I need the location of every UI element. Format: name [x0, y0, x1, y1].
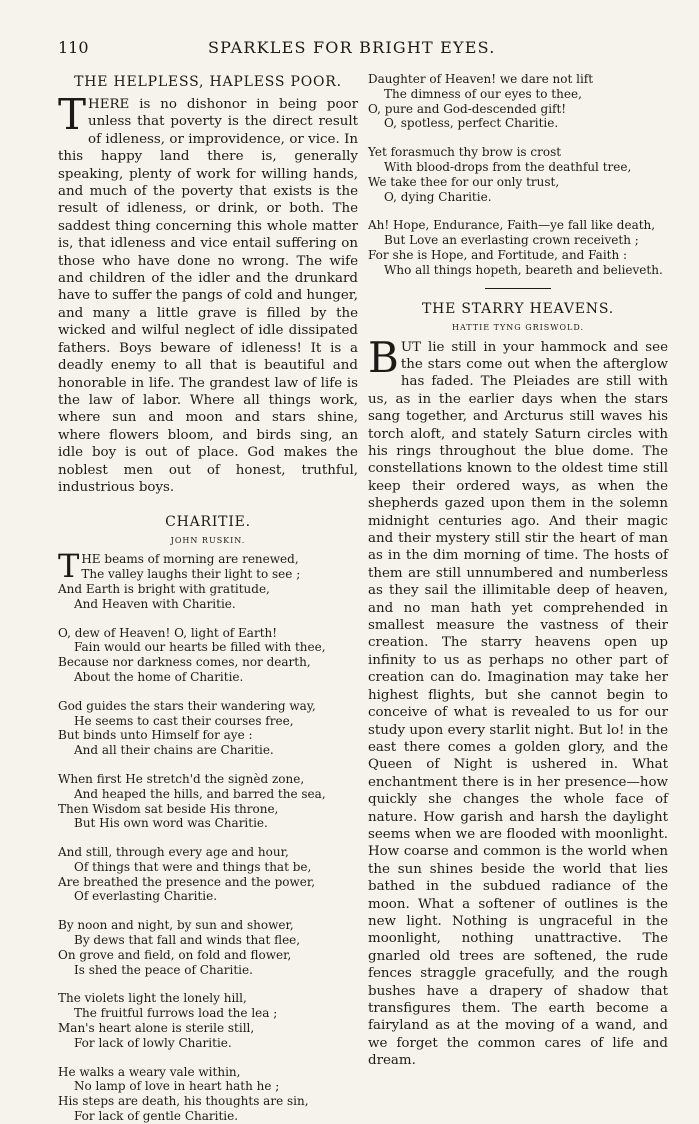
poem-stanza	[368, 218, 668, 277]
poem-line	[368, 145, 668, 160]
poem-line-text: By noon and night, by sun and shower,	[58, 918, 294, 933]
poem-line	[58, 699, 358, 714]
poem-line	[58, 582, 358, 597]
poem-stanzas-right	[368, 72, 668, 278]
poem-line	[58, 670, 358, 685]
poem-line-text: And heaped the hills, and barred the sea,	[74, 786, 326, 801]
poem-charitie	[58, 512, 358, 1124]
poem-stanza	[58, 626, 358, 685]
poem-line	[58, 1079, 358, 1094]
poem-line	[58, 875, 358, 890]
article-title: THE STARRY HEAVENS.	[422, 300, 614, 317]
poem-stanza	[58, 699, 358, 758]
poem-line	[368, 175, 668, 190]
poem-line	[58, 1021, 358, 1036]
poem-line	[368, 102, 668, 117]
poem-line-text: He walks a weary vale within,	[58, 1064, 241, 1079]
poem-line	[368, 116, 668, 131]
poem-line-text: No lamp of love in heart hath he ;	[74, 1079, 280, 1094]
poem-line-text: The fruitful furrows load the lea ;	[74, 1006, 278, 1021]
poem-line	[58, 640, 358, 655]
poem-title: CHARITIE.	[165, 514, 251, 531]
poem-line-text: He seems to cast their courses free,	[74, 713, 294, 728]
article-starry-heavens	[368, 299, 668, 1070]
drop-cap: B	[368, 332, 399, 382]
poem-stanza	[368, 72, 668, 131]
drop-cap: T	[58, 547, 80, 586]
poem-line-text: O, spotless, perfect Charitie.	[384, 116, 559, 131]
poem-line-text: We take thee for our only trust,	[368, 174, 560, 189]
poem-line	[368, 87, 668, 102]
poem-line-text: But His own word was Charitie.	[74, 816, 268, 831]
poem-line	[368, 218, 668, 233]
poem-line-text: By dews that fall and winds that flee,	[74, 933, 301, 948]
poem-line	[58, 860, 358, 875]
poem-stanza	[58, 1065, 358, 1124]
poem-line	[58, 597, 358, 612]
poem-line	[368, 190, 668, 205]
poem-line-text: When first He stretch'd the signèd zone,	[58, 771, 305, 786]
section-divider	[485, 288, 551, 289]
poem-line-text: About the home of Charitie.	[74, 669, 244, 684]
article-text: UT lie still in your hammock and see the stars come out when the afterglow has faded. The Pleiades are still with us, as in the earlier days when the stars sang together, and Arcturus still waves his torch aloft, and stately Saturn circles with his rings throughout the blue dome. The constellations known to the oldest time still keep their ordered ways, as when the shepherds gazed upon them in the solemn midnight centuries ago. And their magic and their mystery still stir the heart of man as in the dim morning of time. The hosts of them are still unnumbered and numberless as they sail the illimitable deep of heaven, and no man hath yet comprehended in smallest measure the vastness of their creation. The starry heavens open up infinity to us as perhaps no other part of creation can do. Imagination may take her highest flights, but she cannot begin to conceive of what is revealed to us for our study upon every starlit night. But lo! in the east there comes a golden glory, and the Queen of Night is ushered in. What enchantment there is in her presence—how quickly she changes the whole face of nature. How garish and harsh the daylight seems when we are flooded with moonlight. How coarse and common is the world when the sun shines beside the world that lies bathed in the subdued radiance of the moon. What a softener of outlines is the new light. Nothing is ungraceful in the moonlight, nothing unattractive. The gnarled old trees are softened, the rude fences straggle gracefully, and the rough bushes have a drapery of shadow that transfigures them. The earth become a fairyland as at the moving of a wand, and we forget the common cares of life and dream.	[368, 339, 668, 1069]
poem-line-text: And Earth is bright with gratitude,	[58, 581, 270, 596]
poem-line	[58, 772, 358, 787]
poem-line-text: But binds unto Himself for aye :	[58, 728, 253, 743]
poem-line-text: Yet forasmuch thy brow is crost	[368, 145, 562, 160]
right-column	[368, 72, 668, 1070]
left-column	[58, 72, 358, 1124]
poem-line	[58, 1036, 358, 1051]
poem-line-text: For she is Hope, and Fortitude, and Faith :	[368, 247, 628, 262]
poem-line-text: Man's heart alone is sterile still,	[58, 1021, 255, 1036]
poem-line-text: O, dying Charitie.	[384, 189, 492, 204]
poem-line-text: The violets light the lonely hill,	[58, 991, 247, 1006]
poem-line	[368, 248, 668, 263]
article-helpless-poor	[58, 72, 358, 496]
poem-line	[58, 728, 358, 743]
poem-line-text: Because nor darkness comes, nor dearth,	[58, 655, 311, 670]
poem-stanza	[58, 547, 358, 611]
poem-line	[58, 918, 358, 933]
article-body	[368, 332, 668, 1070]
poem-stanza	[368, 145, 668, 204]
poem-line-text: Then Wisdom sat beside His throne,	[58, 801, 279, 816]
poem-line-text: For lack of gentle Charitie.	[74, 1109, 239, 1124]
poem-stanza	[58, 991, 358, 1050]
article-text: HERE is no dishonor in being poor unless that poverty is the direct result of idleness, or improvidence, or vice. In this happy land there is, generally speaking, plenty of work for willing hands, and much of the poverty that exists is the result of idleness, or drink, or both. The saddest thing concerning this whole matter is, that idleness and vice entail suffering on those who have done no wrong. The wife and children of the idler and the drunkard have to suffer the pangs of cold and hunger, and many a little grave is filled by the wicked and wilful neglect of idle dissipated fathers. Boys beware of idleness! It is a deadly enemy to all that is beautiful and honorable in life. The grandest law of life is the law of labor. Where all things work, where sun and moon and stars shine, where flowers bloom, and birds sing, an idle boy is out of place. God makes the noblest men out of honest, truthful, industrious boys.	[58, 97, 358, 495]
poem-line	[58, 743, 358, 758]
poem-line-text: Who all things hopeth, beareth and believeth.	[384, 262, 663, 277]
poem-line	[58, 889, 358, 904]
poem-line-text: O, pure and God-descended gift!	[368, 101, 567, 116]
poem-line-text: And still, through every age and hour,	[58, 845, 289, 860]
poem-line	[58, 714, 358, 729]
page-number: 110	[58, 38, 89, 57]
poem-line	[58, 567, 358, 582]
running-title: SPARKLES FOR BRIGHT EYES.	[208, 38, 496, 57]
poem-line	[58, 655, 358, 670]
poem-line-text: But Love an everlasting crown receiveth ;	[384, 233, 639, 248]
poem-stanza	[58, 772, 358, 831]
poem-line	[58, 1006, 358, 1021]
poem-line-text: Ah! Hope, Endurance, Faith—ye fall like death,	[368, 218, 656, 233]
poem-line	[58, 963, 358, 978]
poem-line-text: God guides the stars their wandering way,	[58, 698, 316, 713]
poem-line	[58, 948, 358, 963]
poem-line	[368, 233, 668, 248]
poem-line	[58, 1109, 358, 1124]
poem-line-text: And all their chains are Charitie.	[74, 743, 274, 758]
drop-cap: T	[58, 90, 87, 139]
poem-line	[58, 802, 358, 817]
poem-line	[58, 991, 358, 1006]
poem-line	[58, 787, 358, 802]
poem-line-text: Is shed the peace of Charitie.	[74, 962, 253, 977]
poem-line-text: HE beams of morning are renewed,	[81, 552, 299, 567]
poem-line	[58, 816, 358, 831]
poem-line	[58, 1065, 358, 1080]
poem-line	[368, 263, 668, 278]
poem-line-text: Are breathed the presence and the power,	[58, 874, 316, 889]
poem-line-text: Of everlasting Charitie.	[74, 889, 218, 904]
poem-line-text: His steps are death, his thoughts are sin,	[58, 1094, 309, 1109]
poem-stanza	[58, 845, 358, 904]
poem-line-text: The dimness of our eyes to thee,	[384, 86, 582, 101]
article-title: THE HELPLESS, HAPLESS POOR.	[74, 74, 342, 90]
poem-line-text: With blood-drops from the deathful tree,	[384, 159, 632, 174]
article-body	[58, 90, 358, 496]
poem-line	[58, 933, 358, 948]
poem-line-text: On grove and field, on fold and flower,	[58, 947, 292, 962]
running-head	[58, 38, 669, 60]
poem-line-text: O, dew of Heaven! O, light of Earth!	[58, 625, 278, 640]
poem-line	[58, 626, 358, 641]
poem-stanza	[58, 918, 358, 977]
poem-line-text: Of things that were and things that be,	[74, 859, 312, 874]
poem-line-text: For lack of lowly Charitie.	[74, 1035, 232, 1050]
poem-line	[368, 72, 668, 87]
poem-stanzas-left	[58, 547, 358, 1124]
poem-line	[368, 160, 668, 175]
poem-author: JOHN RUSKIN.	[170, 536, 246, 546]
article-author: HATTIE TYNG GRISWOLD.	[451, 322, 585, 332]
poem-line-text: The valley laughs their light to see ;	[81, 567, 301, 582]
poem-line-text: Fain would our hearts be filled with thee,	[74, 640, 326, 655]
poem-line-text: And Heaven with Charitie.	[74, 596, 236, 611]
poem-line	[58, 845, 358, 860]
poem-line-text: Daughter of Heaven! we dare not lift	[368, 72, 594, 86]
poem-line	[58, 1094, 358, 1109]
